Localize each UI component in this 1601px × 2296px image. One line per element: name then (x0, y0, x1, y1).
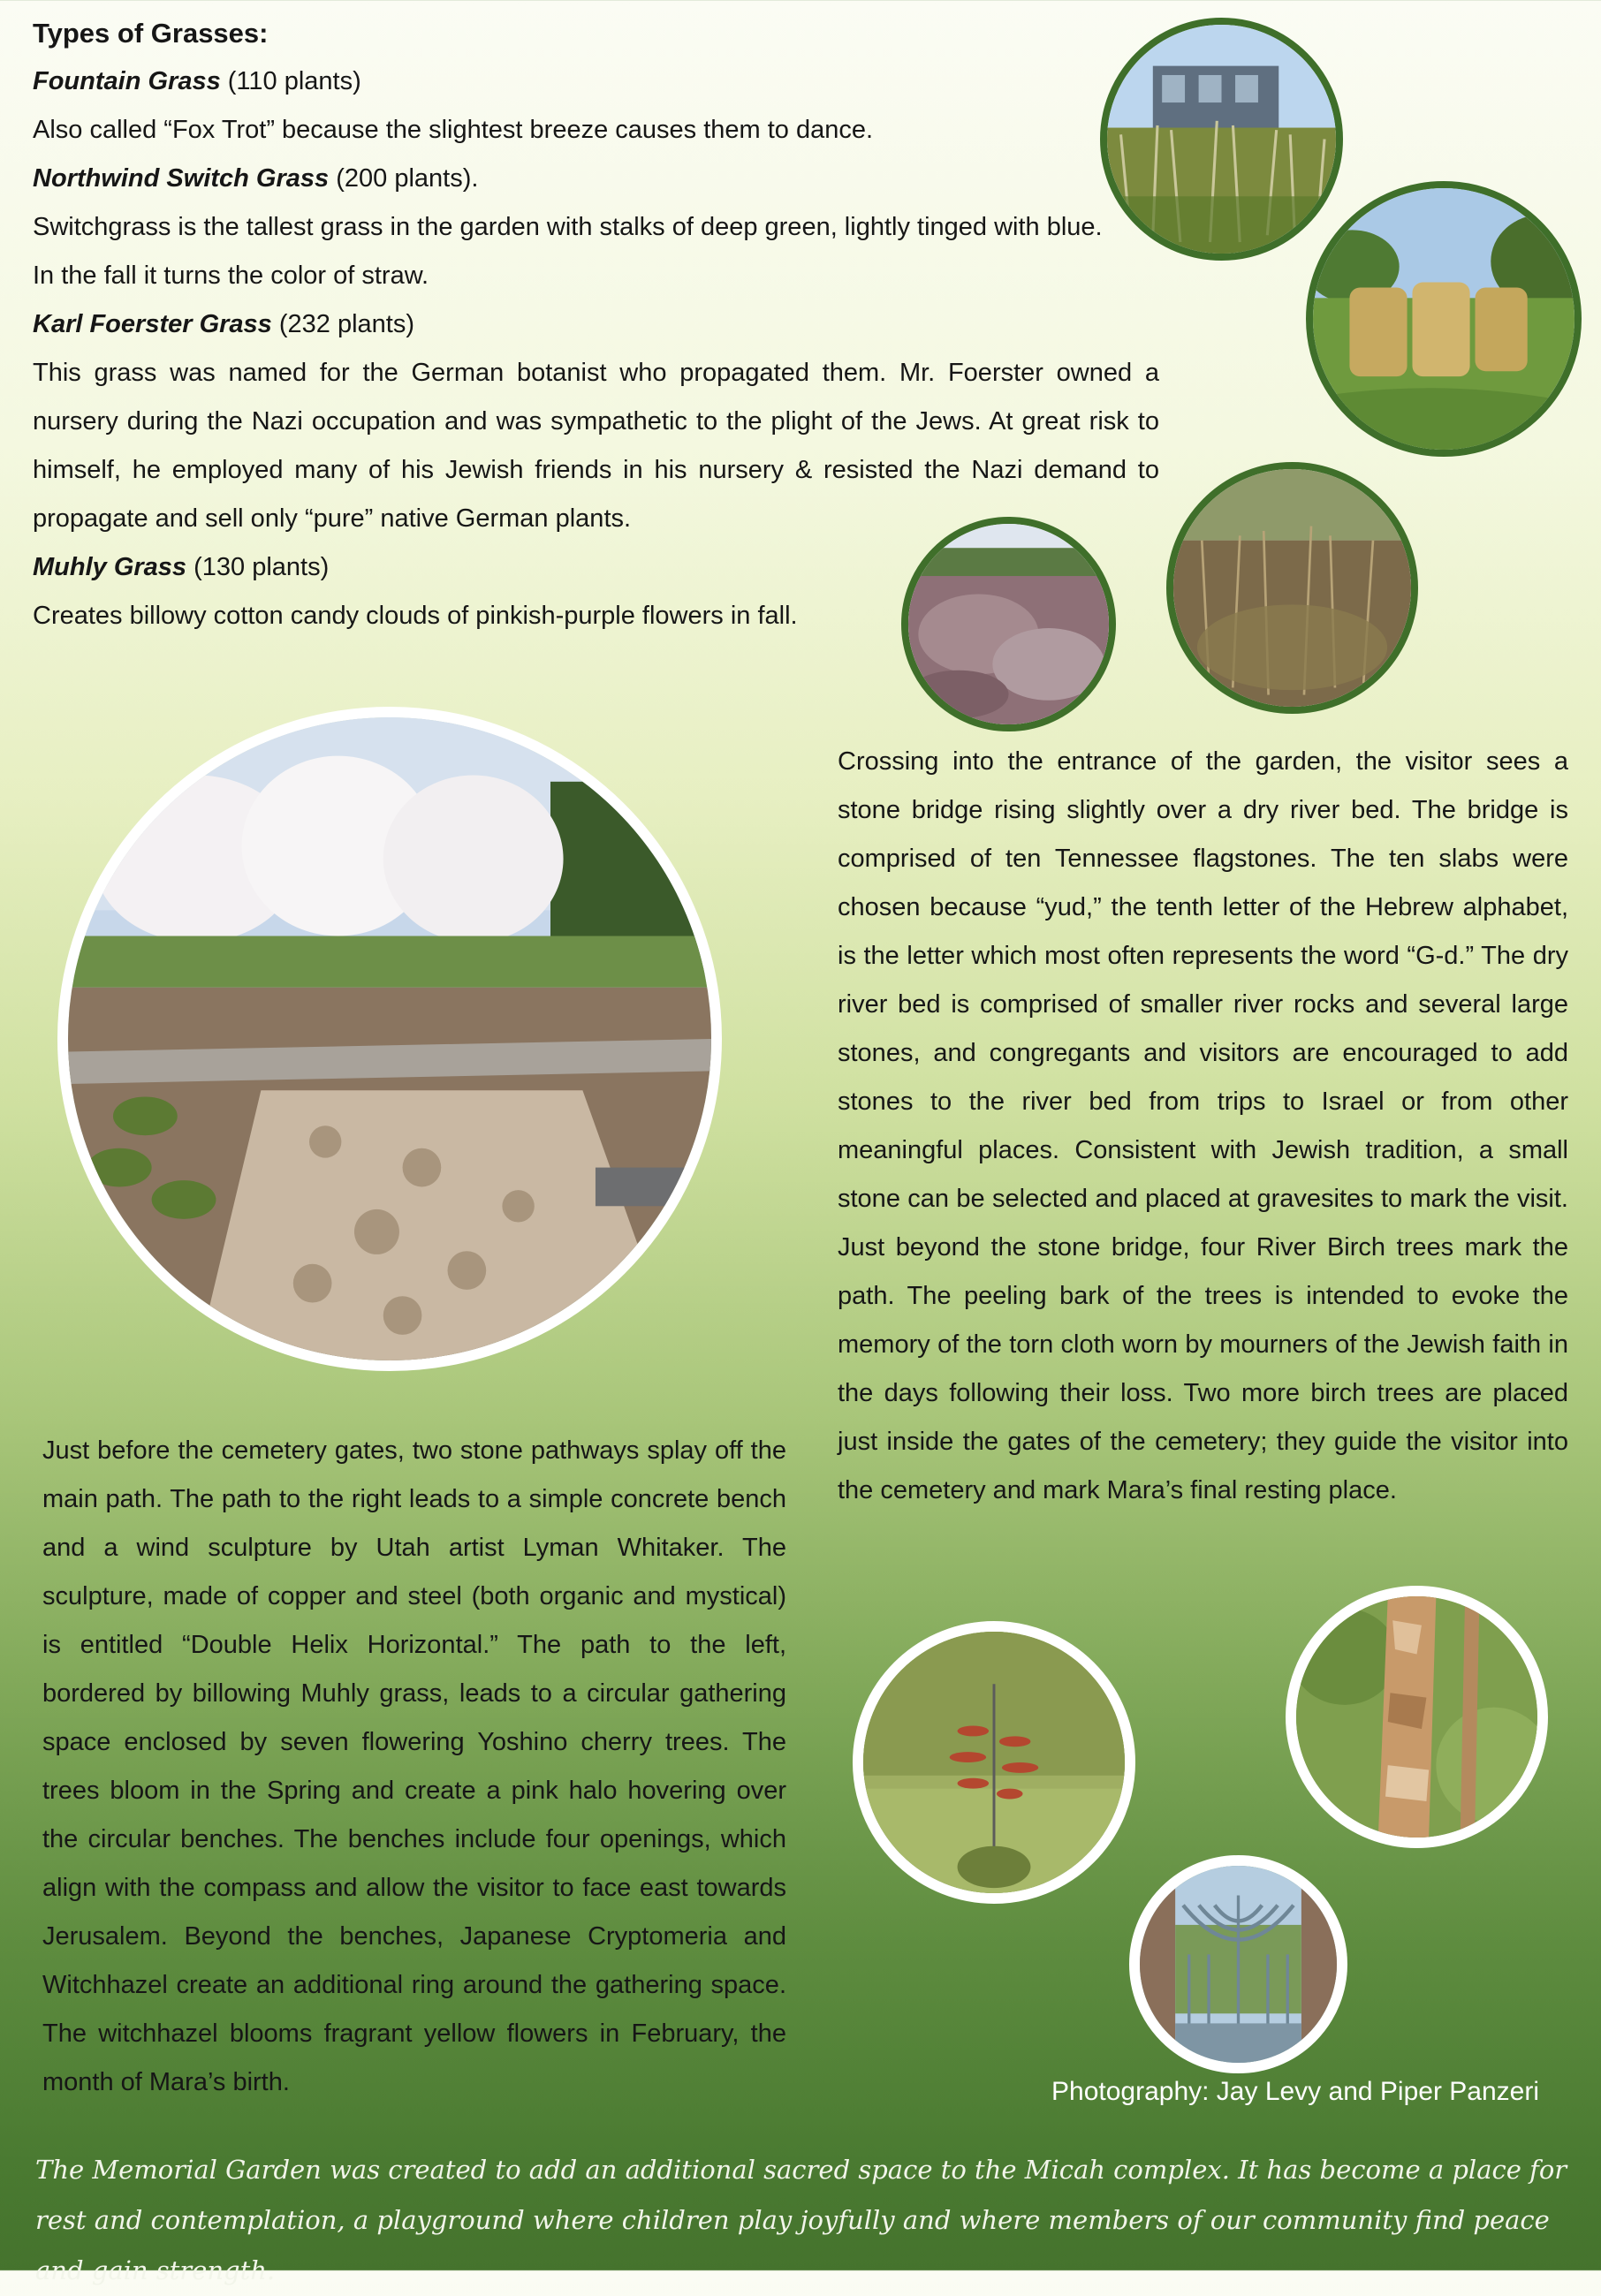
grass-name: Karl Foerster Grass (33, 310, 272, 338)
grasses-heading: Types of Grasses: (33, 18, 269, 49)
grass-entry-northwind (33, 155, 1164, 203)
menorah-gate-photo (1129, 1855, 1347, 2073)
bridge-paragraph: Crossing into the entrance of the garden, the visitor sees a stone bridge rising slightly over a dry river bed. The bridge is comprised of ten Tennessee flagstones. The ten slabs were chosen because “yud,” the tenth letter of the Hebrew alphabet, is the letter which most often represents the word “G-d.” The dry river bed is comprised of smaller river rocks and several large stones, and congregants and visitors are encouraged to add stones to the river bed from trips to Israel or from other meaningful places. Consistent with Jewish tradition, a small stone can be selected and placed at gravesites to mark the visit. Just beyond the stone bridge, four River Birch trees mark the path. The peeling bark of the trees is intended to evoke the memory of the torn cloth worn by mourners of the Jewish faith in the days following their loss. Two more birch trees are placed just inside the gates of the cemetery; they guide the visitor into the cemetery and mark Mara’s final resting place. (838, 747, 1568, 1504)
photo-credit: Photography: Jay Levy and Piper Panzeri (1051, 2077, 1539, 2106)
grass-count: (232 plants) (271, 310, 415, 338)
grass-entry-fountain (33, 57, 1164, 106)
grass-description: Also called “Fox Trot” because the slightest breeze causes them to dance. (33, 116, 874, 144)
grass-name: Northwind Switch Grass (33, 164, 330, 193)
grass-entry-karl-foerster (33, 300, 1164, 349)
switch-grass-photo (1306, 181, 1582, 457)
river-birch-photo (1286, 1586, 1548, 1848)
pathway-paragraph: Just before the cemetery gates, two stone pathways splay off the main path. The path to the right leads to a simple concrete bench and a wind sculpture by Utah artist Lyman Whitaker. The sculpture, made of copper and steel (both organic and mystical) is entitled “Double Helix Horizontal.” The path to the left, bordered by billowing Muhly grass, leads to a circular gathering space enclosed by seven flowering Yoshino cherry trees. The trees bloom in the Spring and create a pink halo hovering over the circular benches. The benches include four openings, which align with the compass and allow the visitor to face east towards Jerusalem. Beyond the benches, Japanese Cryptomeria and Witchhazel create an additional ring around the gathering space. The witchhazel blooms fragrant yellow flowers in February, the month of Mara’s birth. (42, 1436, 786, 2096)
grass-description: Creates billowy cotton candy clouds of pinkish-purple flowers in fall. (33, 602, 798, 630)
closing-statement: The Memorial Garden was created to add an additional sacred space to the Micah complex. It has become a place for rest and contemplation, a playground where children play joyfully and where members of our community find peace and gain strength. (35, 2155, 1567, 2285)
grass-description: Switchgrass is the tallest grass in the garden with stalks of deep green, lightly tinged with blue. In the fall it turns the color of straw. (33, 213, 1103, 290)
grass-count: (110 plants) (220, 67, 361, 95)
grass-description: This grass was named for the German botanist who propagated them. Mr. Foerster owned a nursery during the Nazi occupation and was sympathetic to the plight of the Jews. At great risk to himself, he employed many of his Jewish friends in his nursery & resisted the Nazi demand to propagate and sell only “pure” native German plants. (33, 359, 1159, 533)
wind-sculpture-photo (853, 1621, 1135, 1904)
fountain-grass-photo (1100, 18, 1343, 261)
grass-count: (200 plants). (329, 164, 479, 193)
karl-foerster-grass-photo (1166, 462, 1418, 714)
cherry-trees-river-bed-photo (57, 707, 722, 1371)
muhly-grass-photo (901, 517, 1116, 731)
grass-name: Muhly Grass (33, 553, 187, 581)
grass-name: Fountain Grass (33, 67, 221, 95)
grass-count: (130 plants) (186, 553, 330, 581)
